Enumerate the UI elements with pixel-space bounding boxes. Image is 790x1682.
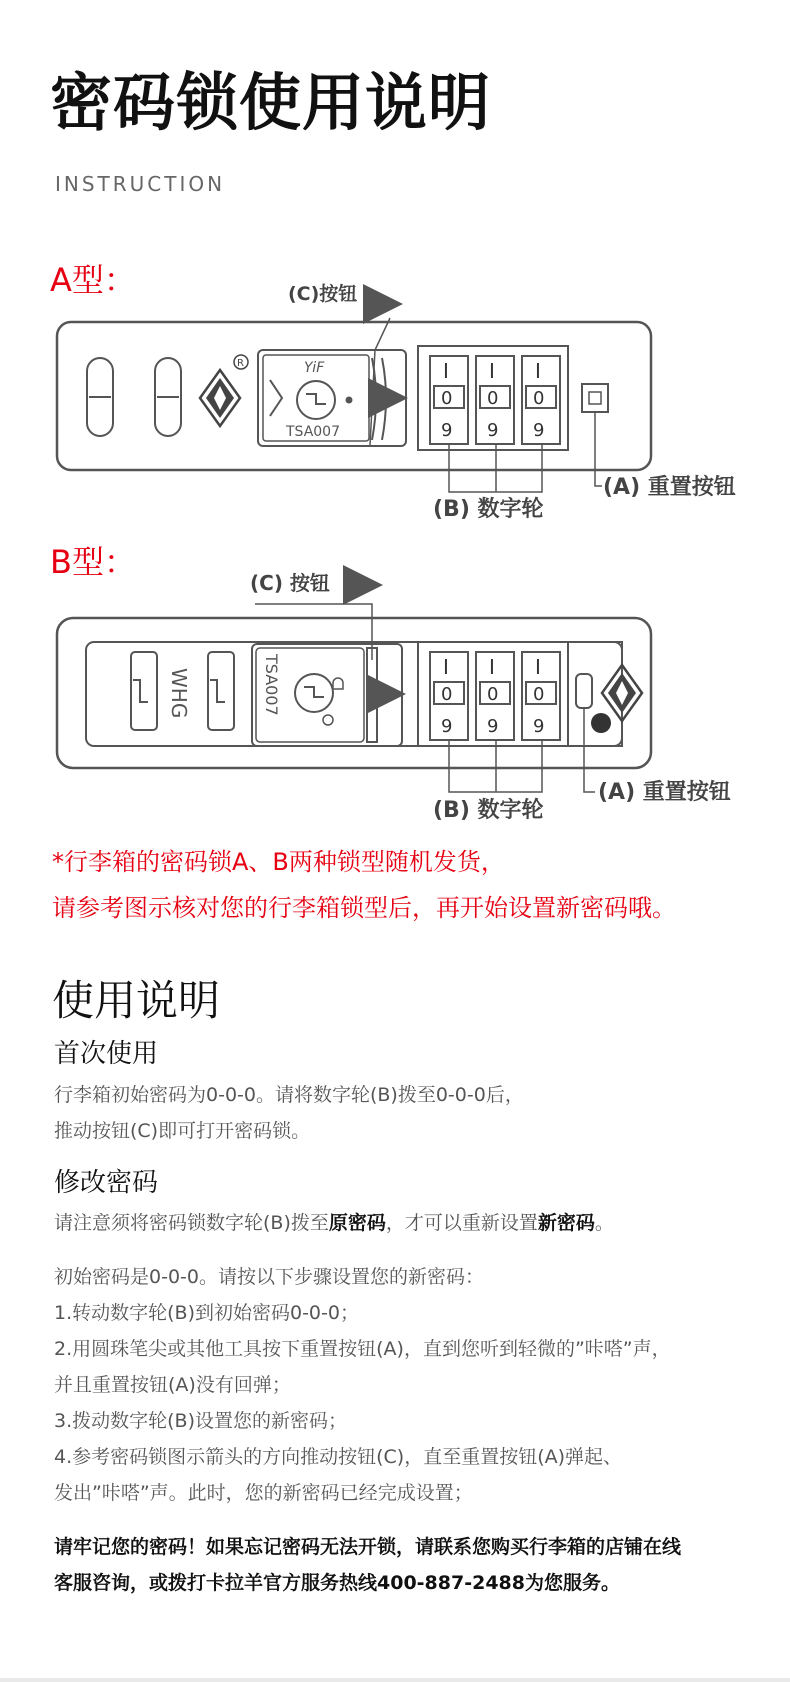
svg-text:0: 0 xyxy=(533,388,545,409)
push-button-c-b xyxy=(367,648,377,742)
reminder-line-1: 请牢记您的密码！如果忘记密码无法开锁，请联系您购买行李箱的店铺在线 xyxy=(54,1536,682,1558)
svg-text:0: 0 xyxy=(441,388,453,409)
digit-wheel-1-a xyxy=(430,356,468,444)
page-title: 密码锁使用说明 xyxy=(50,66,492,139)
digit-wheel-1-b xyxy=(430,652,468,740)
reminder-line-2: 客服咨询，或拨打卡拉羊官方服务热线400-887-2488为您服务。 xyxy=(54,1572,620,1594)
reset-button-b xyxy=(576,674,592,708)
note-line-2: 请参考图示核对您的行李箱锁型后，再开始设置新密码哦。 xyxy=(52,894,676,922)
indicator-dot xyxy=(591,713,611,733)
svg-text:I: I xyxy=(443,359,449,383)
lock-body-a xyxy=(57,322,651,470)
type-b-label: B型： xyxy=(50,543,136,581)
first-use-line-2: 推动按钮(C)即可打开密码锁。 xyxy=(54,1120,311,1142)
svg-text:9: 9 xyxy=(441,420,453,441)
tsa-diamond-icon xyxy=(200,370,240,426)
wheel-label-a: (B) 数字轮 xyxy=(433,497,544,520)
digit-wheel-2-b xyxy=(476,652,514,740)
digit-wheel-3-a xyxy=(522,356,560,444)
tsa-diamond-icon xyxy=(602,665,642,721)
step-4-line-2: 发出”咔嗒”声。此时，您的新密码已经完成设置； xyxy=(54,1482,473,1504)
brand-b: WHG xyxy=(167,668,191,719)
button-leader-b xyxy=(255,604,372,660)
slider-2-b xyxy=(208,652,234,730)
chevron-right-icon xyxy=(270,380,282,416)
digit-wheel-3-b xyxy=(522,652,560,740)
change-password-title: 修改密码 xyxy=(54,1168,159,1198)
lock-diagram-b xyxy=(0,560,790,825)
bottom-divider xyxy=(0,1678,790,1682)
steps-intro: 初始密码是0-0-0。请按以下步骤设置您的新密码： xyxy=(54,1266,484,1288)
tsa-code-a: TSA007 xyxy=(286,424,340,440)
svg-text:I: I xyxy=(489,655,495,679)
svg-text:9: 9 xyxy=(441,716,453,737)
push-button-c-a xyxy=(372,358,386,440)
svg-text:0: 0 xyxy=(441,684,453,705)
digit-wheel-2-a xyxy=(476,356,514,444)
button-label-b: (C) 按钮 xyxy=(250,571,330,595)
reset-label-a: (A) 重置按钮 xyxy=(603,475,736,500)
svg-text:9: 9 xyxy=(487,716,499,737)
first-use-title: 首次使用 xyxy=(54,1039,159,1069)
svg-text:9: 9 xyxy=(533,716,545,737)
slider-1-b xyxy=(131,652,157,730)
svg-text:0: 0 xyxy=(487,684,499,705)
svg-text:I: I xyxy=(535,655,541,679)
tsa-code-b: TSA007 xyxy=(262,654,281,716)
brand-a: YiF xyxy=(304,360,325,376)
first-use-line-1: 行李箱初始密码为0-0-0。请将数字轮(B)拨至0-0-0后， xyxy=(54,1084,524,1106)
change-intro: 请注意须将密码锁数字轮(B)拨至原密码，才可以重新设置新密码。 xyxy=(54,1212,614,1234)
step-2-line-2: 并且重置按钮(A)没有回弹； xyxy=(54,1374,291,1396)
registered-mark: R xyxy=(237,358,244,369)
svg-text:I: I xyxy=(489,359,495,383)
svg-text:I: I xyxy=(443,655,449,679)
reset-button-a xyxy=(582,384,608,412)
svg-text:0: 0 xyxy=(487,388,499,409)
wheel-label-b: (B) 数字轮 xyxy=(433,798,544,823)
original-password-bold: 原密码 xyxy=(328,1212,386,1234)
step-4-line-1: 4.参考密码锁图示箭头的方向推动按钮(C)，直至重置按钮(A)弹起、 xyxy=(54,1446,623,1468)
svg-text:9: 9 xyxy=(487,420,499,441)
usage-title: 使用说明 xyxy=(52,976,221,1025)
svg-text:I: I xyxy=(535,359,541,383)
new-password-bold: 新密码 xyxy=(537,1212,595,1234)
svg-text:0: 0 xyxy=(533,684,545,705)
note-line-1: *行李箱的密码锁A、B两种锁型随机发货， xyxy=(52,848,505,876)
reset-label-b: (A) 重置按钮 xyxy=(598,780,731,805)
type-a-label: A型： xyxy=(50,261,136,299)
lock-diagram-a xyxy=(0,270,790,520)
step-3: 3.拨动数字轮(B)设置您的新密码； xyxy=(54,1410,347,1432)
step-1: 1.转动数字轮(B)到初始密码0-0-0； xyxy=(54,1302,359,1324)
step-2-line-1: 2.用圆珠笔尖或其他工具按下重置按钮(A)，直到您听到轻微的”咔嗒”声， xyxy=(54,1338,671,1360)
page-subtitle: INSTRUCTION xyxy=(55,172,226,196)
button-label-a: (C)按钮 xyxy=(288,283,358,305)
button-leader-a xyxy=(370,318,390,445)
padlock-icon xyxy=(333,678,343,689)
svg-text:9: 9 xyxy=(533,420,545,441)
